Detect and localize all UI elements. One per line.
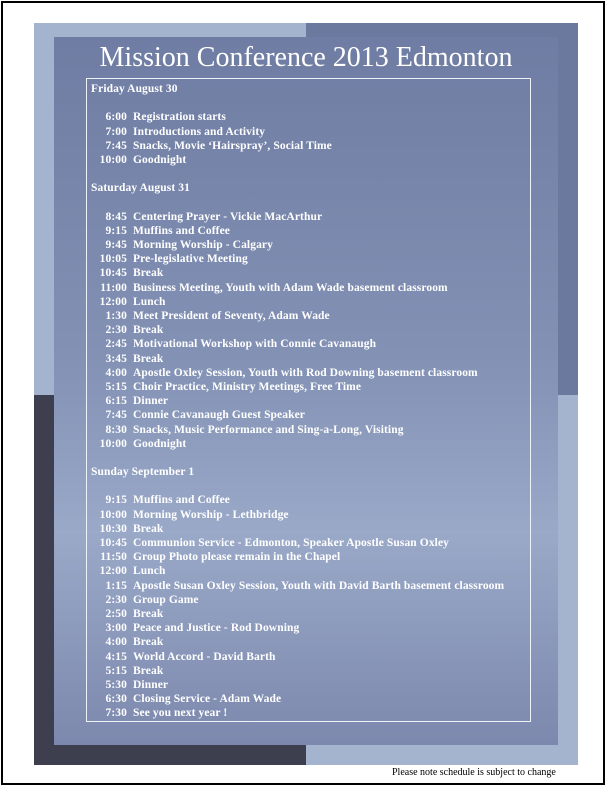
event-name: Break [133,267,164,280]
event-name: Break [133,522,164,535]
event-row [91,664,526,678]
event-row [91,295,526,309]
event-row [91,110,526,124]
event-time: 1:15 [105,579,127,592]
day-heading: Saturday August 31 [91,182,190,195]
event-time: 11:00 [100,281,127,294]
event-name: Apostle Susan Oxley Session, Youth with David Barth basement classroom [133,579,505,592]
event-row [91,266,526,280]
day-section [91,465,526,720]
event-row [91,550,526,564]
event-time: 10:00 [99,508,127,521]
event-name: Lunch [133,295,166,308]
event-name: Break [133,324,164,337]
event-row [91,153,526,167]
event-name: Choir Practice, Ministry Meetings, Free Time [133,380,362,393]
page-title: Mission Conference 2013 Edmonton [99,42,513,73]
event-time: 2:30 [105,324,127,337]
event-name: Introductions and Activity [133,125,266,138]
event-row [91,309,526,323]
event-name: Muffins and Coffee [133,224,230,237]
event-name: Break [133,636,164,649]
footnote: Please note schedule is subject to change [392,767,556,778]
event-time: 5:30 [105,678,127,691]
event-row [91,508,526,522]
event-row [91,380,526,394]
event-row [91,238,526,252]
event-time: 3:45 [105,352,127,365]
event-name: Apostle Oxley Session, Youth with Rod Downing basement classroom [133,366,478,379]
event-row [91,564,526,578]
event-time: 5:15 [105,380,127,393]
event-name: Business Meeting, Youth with Adam Wade basement classroom [133,281,448,294]
event-name: Snacks, Movie ‘Hairspray’, Social Time [133,139,332,152]
event-row [91,394,526,408]
event-row [91,692,526,706]
event-name: Group Game [133,593,199,606]
event-row [91,337,526,351]
event-name: Group Photo please remain in the Chapel [133,551,341,564]
event-name: Dinner [133,395,169,408]
event-time: 9:45 [105,239,127,252]
event-row [91,323,526,337]
event-time: 10:00 [99,437,127,450]
event-time: 10:30 [99,522,127,535]
event-name: Pre-legislative Meeting [133,253,248,266]
event-row [91,493,526,507]
event-time: 1:30 [105,310,127,322]
event-name: Motivational Workshop with Connie Cavanaugh [133,338,377,351]
event-time: 2:45 [105,338,127,351]
event-name: Goodnight [133,153,187,166]
event-time: 8:45 [105,210,127,223]
event-time: 3:00 [105,622,127,635]
event-name: Morning Worship - Calgary [133,239,273,252]
event-time: 10:45 [99,537,127,549]
event-row [91,706,526,720]
event-name: Lunch [133,565,166,578]
event-name: Snacks, Music Performance and Sing-a-Long, Visiting [133,423,404,436]
event-row [91,281,526,295]
event-row [91,635,526,649]
event-time: 7:45 [105,139,127,152]
event-name: Closing Service - Adam Wade [133,693,282,706]
event-name: Break [133,352,164,365]
event-time: 9:15 [105,224,127,237]
event-row [91,607,526,621]
day-section [91,82,526,167]
event-row [91,621,526,635]
event-time: 10:05 [99,253,127,266]
event-name: See you next year ! [133,707,228,720]
event-time: 5:15 [105,664,127,677]
event-time: 8:30 [105,423,127,436]
event-name: Centering Prayer - Vickie MacArthur [133,210,323,223]
event-time: 11:50 [100,551,127,564]
event-name: Muffins and Coffee [133,494,230,507]
event-name: Connie Cavanaugh Guest Speaker [133,409,306,422]
event-row [91,139,526,153]
event-name: Break [133,607,164,620]
event-time: 2:50 [105,607,127,620]
event-row [91,522,526,536]
event-time: 10:45 [99,267,127,280]
event-name: Morning Worship - Lethbridge [133,508,289,521]
event-name: World Accord - David Barth [133,650,276,663]
event-time: 12:00 [99,565,127,578]
day-section [91,181,526,451]
event-name: Meet President of Seventy, Adam Wade [133,310,330,322]
event-row [91,593,526,607]
event-row [91,579,526,593]
event-name: Registration starts [133,111,226,124]
day-heading: Friday August 30 [91,83,178,95]
event-row [91,125,526,139]
event-time: 6:30 [105,693,127,706]
schedule-list [91,82,526,735]
event-name: Peace and Justice - Rod Downing [133,622,300,635]
event-row [91,224,526,238]
event-time: 7:30 [105,707,127,720]
event-row [91,252,526,266]
event-time: 12:00 [99,295,127,308]
event-time: 9:15 [105,494,127,507]
event-row [91,408,526,422]
event-time: 4:00 [105,636,127,649]
event-time: 2:30 [105,593,127,606]
event-name: Goodnight [133,437,187,450]
event-row [91,678,526,692]
event-time: 4:15 [105,650,127,663]
event-row [91,366,526,380]
event-time: 10:00 [99,153,127,166]
event-row [91,650,526,664]
event-time: 7:00 [105,125,127,138]
day-heading: Sunday September 1 [91,466,195,479]
event-time: 4:00 [105,366,127,379]
event-row [91,210,526,224]
event-row [91,352,526,366]
event-row [91,423,526,437]
event-name: Break [133,664,164,677]
event-name: Dinner [133,678,169,691]
event-row [91,437,526,451]
event-time: 6:15 [105,395,127,408]
event-name: Communion Service - Edmonton, Speaker Apostle Susan Oxley [133,537,450,549]
event-time: 7:45 [105,409,127,422]
event-time: 6:00 [105,111,127,124]
event-row [91,536,526,550]
